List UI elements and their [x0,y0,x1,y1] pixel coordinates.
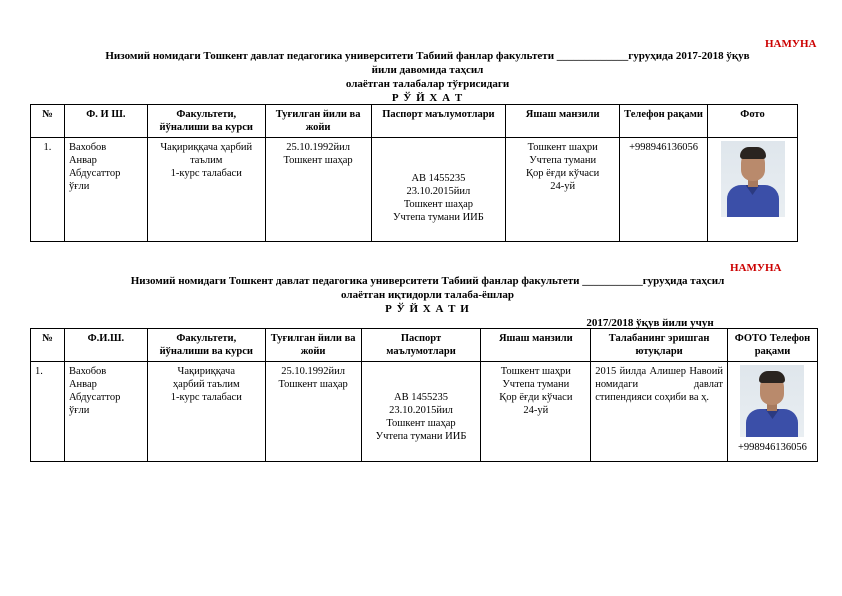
fio-line: Анвар [68,379,97,390]
doc1-title-line2: йили давомида таҳсил [371,64,484,76]
col-achievements: Талабанинг эришган ютуқлари [591,329,728,362]
col-phone: Телефон рақами [620,105,708,138]
fio-line: Вахобов [68,142,107,153]
doc1-header-row [31,105,798,138]
row-photo-phone [727,362,817,462]
row-address [506,138,620,242]
doc2-title-line3: Р Ў Й Х А Т И [385,303,470,315]
address-line: Тошкент шаҳри [527,142,598,153]
row-faculty [147,362,265,462]
birth-line: Тошкент шаҳар [278,379,348,390]
address-line: Учтепа тумани [529,155,597,166]
faculty-line: 1-курс талабаси [170,392,242,403]
table-row [31,138,798,242]
row-phone: +998946136056 [620,138,708,242]
birth-line: 25.10.1992йил [281,366,345,377]
col-faculty: Факультети, йўналиши ва курси [147,105,265,138]
birth-line: 25.10.1992йил [286,142,350,153]
passport-line: АВ 1455235 [411,172,466,184]
col-address: Яшаш манзили [506,105,620,138]
row-fio [64,138,147,242]
col-passport: Паспорт маълумотлари [371,105,506,138]
row-number: 1. [31,362,65,462]
row-number: 1. [31,138,65,242]
passport-line: Тошкент шаҳар [386,417,456,429]
passport-line: Тошкент шаҳар [403,198,474,210]
row-birth [265,362,361,462]
student-photo [740,365,804,437]
faculty-line: Чақириққача ҳарбий [160,142,253,153]
doc2-title-line2: олаётган иқтидорли талаба-ёшлар [341,289,514,301]
row-achievements: 2015 йилда Алишер Навоий номидаги давлат стипендияси соҳиби ва ҳ. [591,362,728,462]
row-photo [708,138,798,242]
fio-line: Вахобов [68,366,107,377]
col-birth: Туғилган йили ва жойи [265,329,361,362]
doc1-title-line4: Р Ў Й Х А Т [391,92,464,104]
row-passport [371,138,506,242]
doc2-table [30,328,818,462]
col-fio: Ф.И.Ш. [64,329,147,362]
passport-line: Учтепа тумани ИИБ [375,430,467,442]
col-photo: Фото [708,105,798,138]
table-row [31,362,818,462]
passport-line: Учтепа тумани ИИБ [393,211,484,223]
doc2-header-row [31,329,818,362]
doc1-title-line3: олаётган талабалар тўғрисидаги [345,78,510,90]
faculty-line: ҳарбий таълим [172,379,240,390]
passport-line: 23.10.2015йил [406,185,471,197]
col-photo-phone: ФОТО Телефон рақами [727,329,817,362]
address-line: Учтепа тумани [502,379,570,390]
fio-line: Абдусаттор [68,392,121,403]
col-address: Яшаш манзили [481,329,591,362]
faculty-line: Чақириққача [177,366,235,377]
col-fio: Ф. И Ш. [64,105,147,138]
col-faculty: Факультети, йўналиши ва курси [147,329,265,362]
doc2-year: 2017/2018 ўқув йили учун [586,317,714,329]
col-number: № [31,105,65,138]
fio-line: Анвар [68,155,97,166]
birth-line: Тошкент шаҳар [283,155,353,166]
address-line: 24-уй [550,181,576,192]
doc2-title-line1: Низомий номидаги Тошкент давлат педагогика университети Табиий фанлар факультети ___________гуруҳида таҳсил [130,275,725,287]
row-faculty [147,138,265,242]
fio-line: ўғли [68,181,90,192]
row-birth [265,138,371,242]
address-line: Тошкент шаҳри [500,366,571,377]
fio-line: ўғли [68,405,90,416]
address-line: Қор ёғди кўчаси [499,392,573,403]
passport-line: АВ 1455235 [394,391,448,403]
row-passport [361,362,481,462]
faculty-line: таълим [190,155,223,166]
address-line: 24-уй [523,405,549,416]
student-photo [721,141,785,217]
row-address [481,362,591,462]
sample-label: НАМУНА [765,38,817,50]
col-birth: Туғилган йили ва жойи [265,105,371,138]
sample-label: НАМУНА [730,262,782,274]
doc1-title-line1: Низомий номидаги Тошкент давлат педагогика университети Табиий фанлар факультети _____________гуруҳида 2017-2018 ўқув [105,50,750,62]
fio-line: Абдусаттор [68,168,121,179]
row-fio [64,362,147,462]
faculty-line: 1-курс талабаси [170,168,242,179]
passport-line: 23.10.2015йил [389,404,453,416]
phone-number: +998946136056 [738,442,807,453]
doc1-table [30,104,798,242]
col-number: № [31,329,65,362]
col-passport: Паспорт маълумотлари [361,329,481,362]
address-line: Қор ёғди кўчаси [526,168,600,179]
